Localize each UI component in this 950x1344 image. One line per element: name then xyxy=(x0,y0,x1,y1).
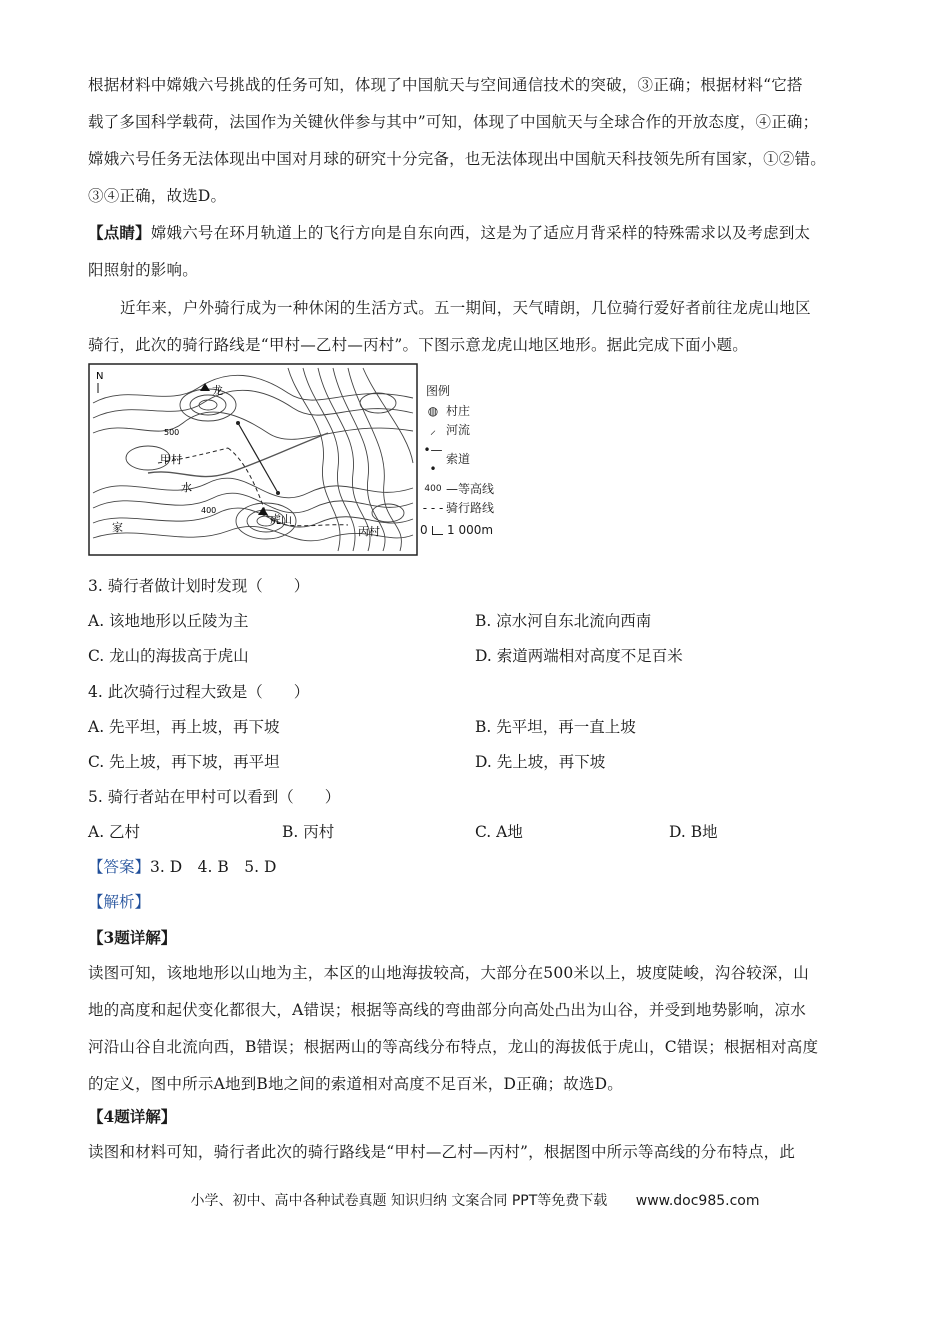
paragraph-line: ③④正确，故选D。 xyxy=(88,187,227,205)
legend-village: ◍ 村庄 xyxy=(420,402,494,422)
legend-title: 图例 xyxy=(426,384,451,398)
option-d: D. 索道两端相对高度不足百米 xyxy=(475,647,683,665)
q4-line: 读图和材料可知，骑行者此次的骑行路线是“甲村—乙村—丙村”，根据图中所示等高线的分布特点，此 xyxy=(88,1143,796,1161)
footer xyxy=(0,1190,950,1210)
q3-line: 河沿山谷自北流向西，B错误；根据两山的等高线分布特点，龙山的海拔低于虎山，C错误；根据相对高度 xyxy=(88,1038,819,1056)
paragraph-line: 根据材料中嫦娥六号挑战的任务可知，体现了中国航天与空间通信技术的突破，③正确；根据材料“它搭 xyxy=(88,76,803,94)
q3-line: 读图可知，该地地形以山地为主，本区的山地海拔较高，大部分在500米以上，坡度陡峻，沟谷较深，山 xyxy=(88,964,809,982)
paragraph-line: 载了多国科学载荷，法国作为关键伙伴参与其中”可知，体现了中国航天与全球合作的开放态度，④正确； xyxy=(88,113,819,131)
legend-cableway: •—• 索道 xyxy=(420,441,494,480)
option-b: B. 先平坦，再一直上坡 xyxy=(475,718,636,736)
option-c: C. A地 xyxy=(475,823,523,841)
tip-tag: 【点睛】 xyxy=(88,223,151,242)
option-b: B. 丙村 xyxy=(282,823,335,841)
legend-river: ⸝ 河流 xyxy=(420,421,494,441)
tip-line xyxy=(88,215,866,251)
option-a: A. 该地地形以丘陵为主 xyxy=(88,612,249,630)
tip-text: 嫦娥六号在环月轨道上的飞行方向是自东向西，这是为了适应月背采样的特殊需求以及考虑到太 xyxy=(150,224,811,242)
river-icon: ⸝ xyxy=(429,423,436,437)
material-line: 骑行，此次的骑行路线是“甲村—乙村—丙村”。下图示意龙虎山地区地形。据此完成下面小题。 xyxy=(88,336,748,354)
q3-line: 的定义，图中所示A地到B地之间的索道相对高度不足百米，D正确；故选D。 xyxy=(88,1075,623,1093)
answer-tag: 【答案】 xyxy=(88,858,151,876)
analysis-tag: 【解析】 xyxy=(88,893,151,911)
map-label: 龙 xyxy=(212,384,223,397)
option-a: A. 先平坦，再上坡，再下坡 xyxy=(88,718,280,736)
map-label: 丙村 xyxy=(358,525,380,538)
question-stem: 5. 骑行者站在甲村可以看到（ ） xyxy=(88,788,341,806)
map-label: 虎山 xyxy=(270,513,292,526)
option-a: A. 乙村 xyxy=(88,823,141,841)
paragraph-line: 嫦娥六号任务无法体现出中国对月球的研究十分完备，也无法体现出中国航天科技领先所有国家，①②错。 xyxy=(88,150,826,168)
legend-contour: 400 — 等高线 xyxy=(420,480,494,500)
route-icon: - - - xyxy=(422,501,444,515)
contour-value: 500 xyxy=(164,428,180,437)
footer-site-link[interactable]: www.doc985.com xyxy=(635,1193,760,1209)
question-stem: 4. 此次骑行过程大致是（ ） xyxy=(88,683,310,701)
village-icon: ◍ xyxy=(427,403,439,418)
option-d: D. B地 xyxy=(669,823,718,841)
q3-line: 地的高度和起伏变化都很大，A错误；根据等高线的弯曲部分向高处凸出为山谷，并受到地势影响，凉水 xyxy=(88,1001,806,1019)
contour-icon: 400 xyxy=(424,483,442,494)
option-d: D. 先上坡，再下坡 xyxy=(475,753,606,771)
map-label: 甲村 xyxy=(160,453,182,466)
footer-text: 小学、初中、高中各种试卷真题 知识归纳 文案合同 PPT等免费下载 xyxy=(190,1193,608,1209)
topographic-map xyxy=(88,363,418,556)
legend-scale: 0 1 000m xyxy=(420,522,494,537)
answer-text: 3. D 4. B 5. D xyxy=(150,858,277,876)
q4-detail-tag: 【4题详解】 xyxy=(88,1107,177,1126)
map-label: 家 xyxy=(112,521,123,534)
answer-line xyxy=(88,855,276,879)
map-label: 水 xyxy=(181,481,192,494)
option-c: C. 龙山的海拔高于虎山 xyxy=(88,647,249,665)
question-stem: 3. 骑行者做计划时发现（ ） xyxy=(88,577,310,595)
map-legend xyxy=(420,382,494,540)
legend-route: - - - 骑行路线 xyxy=(420,499,494,519)
contour-value: 400 xyxy=(201,506,217,515)
material-line: 近年来，户外骑行成为一种休闲的生活方式。五一期间，天气晴朗，几位骑行爱好者前往龙虎山地区 xyxy=(120,299,811,317)
cableway-icon: •—• xyxy=(423,442,443,476)
option-c: C. 先上坡，再下坡，再平坦 xyxy=(88,753,280,771)
q3-detail-tag: 【3题详解】 xyxy=(88,928,177,947)
scale-bar-icon xyxy=(432,526,443,535)
option-b: B. 凉水河自东北流向西南 xyxy=(475,612,652,630)
north-label: N xyxy=(96,371,104,382)
paragraph-line: 阳照射的影响。 xyxy=(88,261,198,279)
